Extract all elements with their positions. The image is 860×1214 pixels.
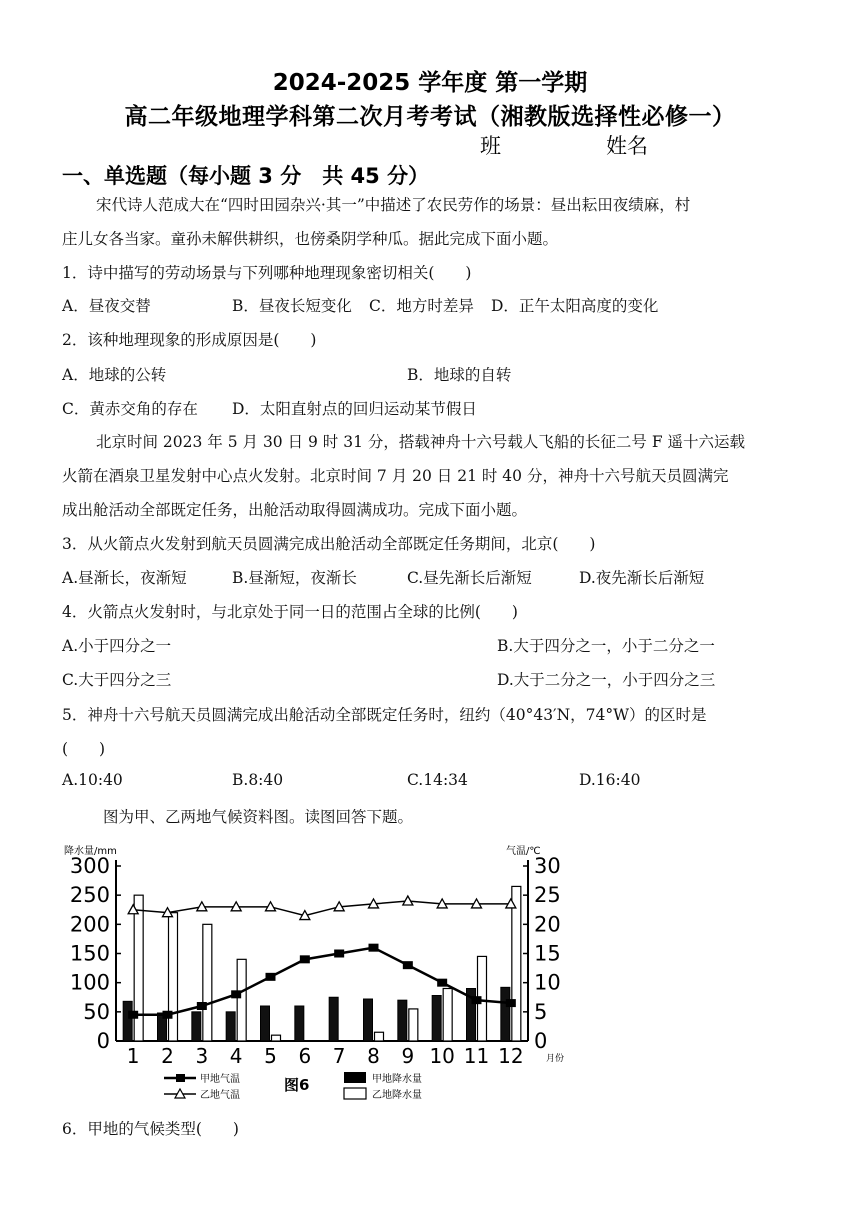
bar-jia-precip bbox=[329, 997, 338, 1041]
right-tick-label: 10 bbox=[534, 970, 561, 995]
right-tick-label: 20 bbox=[534, 912, 561, 937]
left-tick-label: 250 bbox=[69, 883, 110, 908]
q2-option-d: D．太阳直射点的回归运动某节假日 bbox=[232, 400, 477, 418]
q2-option-b: B．地球的自转 bbox=[407, 366, 512, 384]
legend-jia-precip-swatch bbox=[344, 1072, 366, 1083]
point-jia-temp bbox=[472, 996, 482, 1004]
q6-stem: 6．甲地的气候类型( ) bbox=[62, 1120, 239, 1138]
bar-yi-precip bbox=[375, 1032, 384, 1041]
legend-jia-temp-marker bbox=[176, 1074, 185, 1082]
bar-yi-precip bbox=[512, 886, 521, 1041]
q4-option-c: C.大于四分之三 bbox=[62, 671, 172, 689]
right-tick-label: 30 bbox=[534, 854, 561, 878]
x-tick-label: 2 bbox=[161, 1044, 174, 1068]
bar-yi-precip bbox=[443, 989, 452, 1042]
passage1-line1: 宋代诗人范成大在“四时田园杂兴·其一”中描述了农民劳作的场景：昼出耘田夜绩麻，村 bbox=[96, 196, 691, 214]
q5-option-c: C.14:34 bbox=[407, 771, 468, 789]
right-tick-label: 15 bbox=[534, 941, 561, 966]
bar-jia-precip bbox=[364, 999, 373, 1041]
left-tick-label: 150 bbox=[69, 941, 110, 966]
bar-jia-precip bbox=[432, 996, 441, 1042]
bar-jia-precip bbox=[123, 1001, 132, 1041]
passage2-line2: 火箭在酒泉卫星发射中心点火发射。北京时间 7 月 20 日 21 时 40 分，神舟十六号航天员圆满完 bbox=[62, 467, 729, 485]
bar-jia-precip bbox=[295, 1006, 304, 1041]
q5-option-b: B.8:40 bbox=[232, 771, 284, 789]
point-jia-temp bbox=[300, 955, 310, 963]
q4-option-d: D.大于二分之一，小于四分之三 bbox=[497, 671, 716, 689]
bar-jia-precip bbox=[192, 1012, 201, 1041]
bar-jia-precip bbox=[226, 1012, 235, 1041]
x-tick-label: 7 bbox=[332, 1044, 346, 1068]
q2-stem: 2．该种地理现象的形成原因是( ) bbox=[62, 331, 317, 349]
x-tick-label: 1 bbox=[126, 1044, 140, 1068]
point-jia-temp bbox=[163, 1011, 173, 1019]
point-jia-temp bbox=[231, 990, 241, 998]
name-label: 姓名 bbox=[606, 134, 648, 158]
line-yi-temp bbox=[133, 901, 511, 916]
bar-yi-precip bbox=[134, 895, 143, 1041]
section-heading: 一、单选题（每小题 3 分 共 45 分） bbox=[62, 164, 430, 188]
right-tick-label: 5 bbox=[534, 999, 548, 1024]
bar-jia-precip bbox=[261, 1006, 270, 1041]
x-tick-label: 4 bbox=[229, 1044, 243, 1068]
bar-jia-precip bbox=[398, 1000, 407, 1041]
q1-option-d: D．正午太阳高度的变化 bbox=[491, 297, 659, 315]
exam-year-title: 2024-2025 学年度 第一学期 bbox=[272, 70, 588, 96]
line-jia-temp bbox=[133, 948, 511, 1015]
q2-option-c: C．黄赤交角的存在 bbox=[62, 400, 198, 418]
right-tick-label: 0 bbox=[534, 1029, 548, 1053]
q3-option-a: A.昼渐长，夜渐短 bbox=[62, 569, 187, 587]
x-tick-label: 3 bbox=[195, 1044, 209, 1068]
legend-jia-precip-label: 甲地降水量 bbox=[372, 1074, 422, 1085]
passage1-line2: 庄儿女各当家。童孙未解供耕织，也傍桑阴学种瓜。据此完成下面小题。 bbox=[62, 230, 559, 248]
bar-yi-precip bbox=[203, 924, 212, 1041]
left-tick-label: 200 bbox=[69, 912, 110, 937]
bar-jia-precip bbox=[501, 987, 510, 1041]
q4-stem: 4．火箭点火发射时，与北京处于同一日的范围占全球的比例( ) bbox=[62, 603, 518, 621]
legend-jia-temp-label: 甲地气温 bbox=[200, 1074, 240, 1085]
q5-option-a: A.10:40 bbox=[62, 771, 123, 789]
point-jia-temp bbox=[369, 944, 379, 952]
passage2-line1: 北京时间 2023 年 5 月 30 日 9 时 31 分，搭载神舟十六号载人飞船的长征二号 F 遥十六运载 bbox=[96, 433, 745, 451]
q1-option-b: B．昼夜长短变化 bbox=[232, 297, 352, 315]
passage2-line3: 成出舱活动全部既定任务，出舱活动取得圆满成功。完成下面小题。 bbox=[62, 501, 528, 519]
x-tick-label: 8 bbox=[367, 1044, 380, 1068]
right-tick-label: 25 bbox=[534, 883, 561, 908]
bar-yi-precip bbox=[409, 1009, 418, 1041]
q1-stem: 1．诗中描写的劳动场景与下列哪种地理现象密切相关( ) bbox=[62, 264, 472, 282]
point-jia-temp bbox=[128, 1011, 138, 1019]
q4-option-a: A.小于四分之一 bbox=[62, 637, 172, 655]
left-tick-label: 0 bbox=[96, 1029, 110, 1053]
legend-yi-precip-swatch bbox=[344, 1088, 366, 1099]
left-tick-label: 300 bbox=[69, 854, 110, 878]
q3-option-b: B.昼渐短，夜渐长 bbox=[232, 569, 357, 587]
point-jia-temp bbox=[506, 999, 516, 1007]
point-yi-temp bbox=[403, 896, 413, 905]
q3-stem: 3．从火箭点火发射到航天员圆满完成出舱活动全部既定任务期间，北京( ) bbox=[62, 535, 596, 553]
q3-option-d: D.夜先渐长后渐短 bbox=[579, 569, 705, 587]
climate-chart bbox=[60, 836, 590, 1106]
point-jia-temp bbox=[266, 973, 276, 981]
q1-option-c: C．地方时差异 bbox=[369, 297, 474, 315]
class-label: 班 bbox=[480, 134, 501, 158]
x-unit-label: 月份 bbox=[546, 1054, 565, 1064]
right-axis-title: 气温/℃ bbox=[506, 846, 541, 857]
legend-yi-precip-label: 乙地降水量 bbox=[372, 1090, 422, 1101]
q1-option-a: A．昼夜交替 bbox=[62, 297, 151, 315]
bar-yi-precip bbox=[272, 1035, 281, 1041]
point-jia-temp bbox=[437, 979, 447, 987]
left-tick-label: 50 bbox=[83, 999, 110, 1024]
x-tick-label: 6 bbox=[298, 1044, 312, 1068]
x-tick-label: 5 bbox=[264, 1044, 277, 1068]
x-tick-label: 9 bbox=[401, 1044, 415, 1068]
exam-title: 高二年级地理学科第二次月考考试（湘教版选择性必修一） bbox=[124, 104, 736, 130]
q5-stem-bracket: ( ) bbox=[62, 740, 106, 758]
point-jia-temp bbox=[334, 950, 344, 958]
q5-stem: 5．神舟十六号航天员圆满完成出舱活动全部既定任务时，纽约（40°43′N，74°W）的区时是 bbox=[62, 706, 707, 724]
q2-option-a: A．地球的公转 bbox=[62, 366, 167, 384]
student-info-row bbox=[0, 130, 860, 160]
chart-title: 图6 bbox=[284, 1076, 310, 1094]
legend-yi-temp-label: 乙地气温 bbox=[200, 1090, 240, 1101]
x-tick-label: 11 bbox=[463, 1044, 490, 1068]
x-tick-label: 12 bbox=[498, 1044, 524, 1068]
left-axis-title: 降水量/mm bbox=[64, 846, 117, 857]
point-jia-temp bbox=[197, 1002, 207, 1010]
x-tick-label: 10 bbox=[429, 1044, 455, 1068]
left-tick-label: 100 bbox=[69, 970, 110, 995]
q3-option-c: C.昼先渐长后渐短 bbox=[407, 569, 532, 587]
q4-option-b: B.大于四分之一，小于二分之一 bbox=[497, 637, 715, 655]
q5-option-d: D.16:40 bbox=[579, 771, 641, 789]
bar-yi-precip bbox=[237, 959, 246, 1041]
bar-yi-precip bbox=[169, 913, 178, 1041]
climate-chart-svg bbox=[60, 836, 590, 1106]
passage3-line1: 图为甲、乙两地气候资料图。读图回答下题。 bbox=[103, 808, 414, 826]
point-jia-temp bbox=[403, 961, 413, 969]
